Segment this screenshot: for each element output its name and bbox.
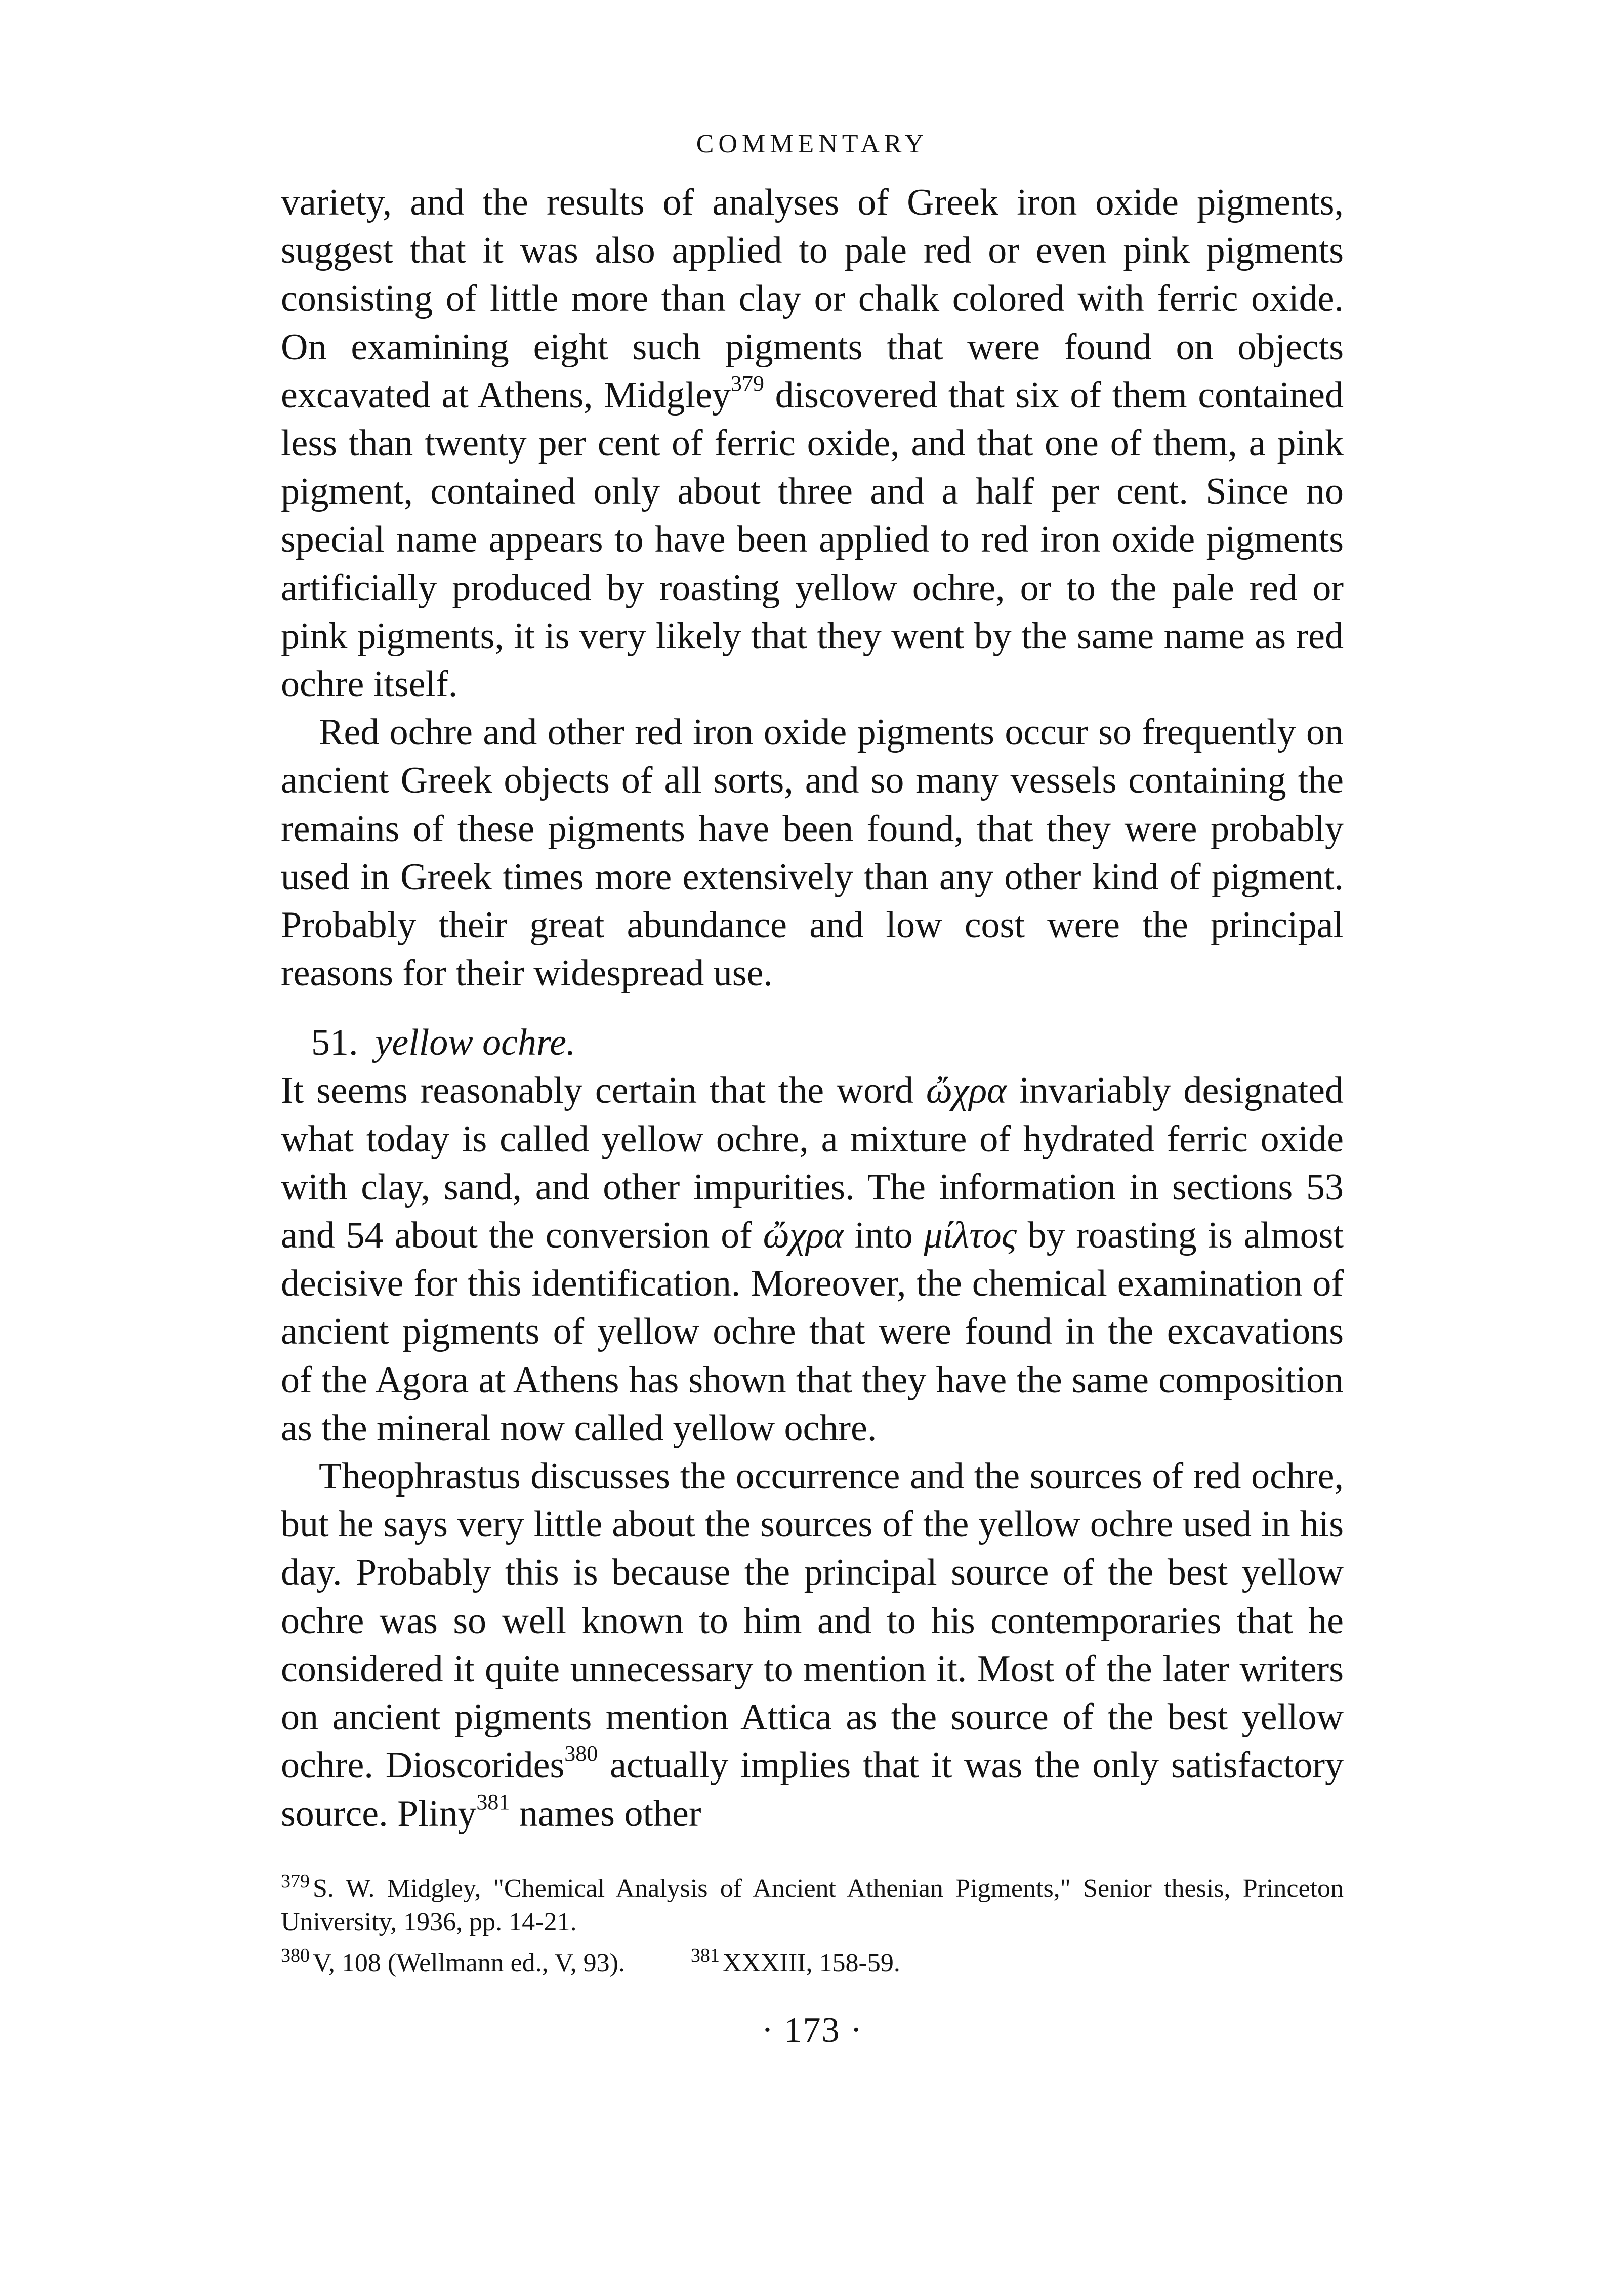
paragraph-4-text-c: names other	[510, 1793, 701, 1835]
paragraph-4-text-a: Theophrastus discusses the occurrence and the sources of red ochre, but he says very little about the sources of the yellow ochre used in his day. Probably this is because the principal source of the best yellow ochre was so well known to him and to his contemporaries that he considered it quite unnecessary to mention it. Most of the later writers on ancient pigments mention Attica as the source of the best yellow ochre. Dioscorides	[281, 1456, 1344, 1787]
footnote-ref-381: 381	[476, 1789, 510, 1814]
footnote-ref-380: 380	[564, 1741, 598, 1766]
footnote-ref-379: 379	[730, 370, 764, 396]
paragraph-1-text-b: discovered that six of them contained less than twenty per cent of ferric oxide, and that one of them, a pink pigment, contained only about three and a half per cent. Since no special name appears to have been applied to red iron oxide pigments artificially produced by roasting yellow ochre, or to the pale red or pink pigments, it is very likely that they went by the same name as red ochre itself.	[281, 374, 1344, 705]
paragraph-3	[281, 1067, 1344, 1452]
footnote-380	[281, 1939, 625, 1980]
running-head: COMMENTARY	[696, 130, 929, 158]
section-number: 51.	[311, 1022, 358, 1064]
footnote-row	[281, 1939, 1344, 1980]
footnote-379-text: S. W. Midgley, "Chemical Analysis of Ancient Athenian Pigments," Senior thesis, Princeton University, 1936, pp. 14-21.	[281, 1874, 1344, 1936]
paragraph-4	[281, 1452, 1344, 1838]
greek-word-ochra-2: ὤχρα	[763, 1215, 844, 1257]
footnote-381-mark: 381	[690, 1944, 720, 1966]
footnote-381-text: XXXIII, 158-59.	[722, 1948, 900, 1977]
footnote-380-text: V, 108 (Wellmann ed., V, 93).	[313, 1948, 625, 1977]
greek-word-miltos: μίλτος	[924, 1215, 1017, 1257]
paragraph-3-text-a: It seems reasonably certain that the word	[281, 1070, 926, 1112]
footnote-379-mark: 379	[281, 1870, 310, 1892]
paragraph-1-text-a: variety, and the results of analyses of Greek iron oxide pigments, suggest that it was also applied to pale red or even pink pigments consisting of little more than clay or chalk colored with ferric oxide. On examining eight such pigments that were found on objects excavated at Athens, Midgley	[281, 182, 1344, 416]
footnote-379	[281, 1864, 1344, 1939]
footnotes	[281, 1864, 1344, 1980]
paragraph-3-text-c: into	[843, 1215, 924, 1257]
book-page	[281, 129, 1344, 2051]
section-heading	[311, 1019, 1344, 1067]
footnote-380-mark: 380	[281, 1944, 310, 1966]
paragraph-1	[281, 179, 1344, 709]
page-number: · 173 ·	[761, 2010, 863, 2050]
paragraph-3-text-d: by roasting is almost decisive for this identification. Moreover, the chemical examination of ancient pigments of yellow ochre that were found in the excavations of the Agora at Athens has shown that they have the same composition as the mineral now called yellow ochre.	[281, 1215, 1344, 1449]
greek-word-ochra: ὤχρα	[926, 1070, 1007, 1112]
paragraph-3-text-b: invariably designated what today is called yellow ochre, a mixture of hydrated ferric oxide with clay, sand, and other impurities. The information in sections 53 and 54 about the conversion of	[281, 1070, 1344, 1257]
paragraph-4-text-b: actually implies that it was the only satisfactory source. Pliny	[281, 1744, 1344, 1835]
paragraph-2: Red ochre and other red iron oxide pigments occur so frequently on ancient Greek objects of all sorts, and so many vessels containing the remains of these pigments have been found, that they were probably used in Greek times more extensively than any other kind of pigment. Probably their great abundance and low cost were the principal reasons for their widespread use.	[281, 712, 1344, 994]
footnote-381	[691, 1939, 900, 1980]
section-title: yellow ochre.	[375, 1022, 576, 1064]
